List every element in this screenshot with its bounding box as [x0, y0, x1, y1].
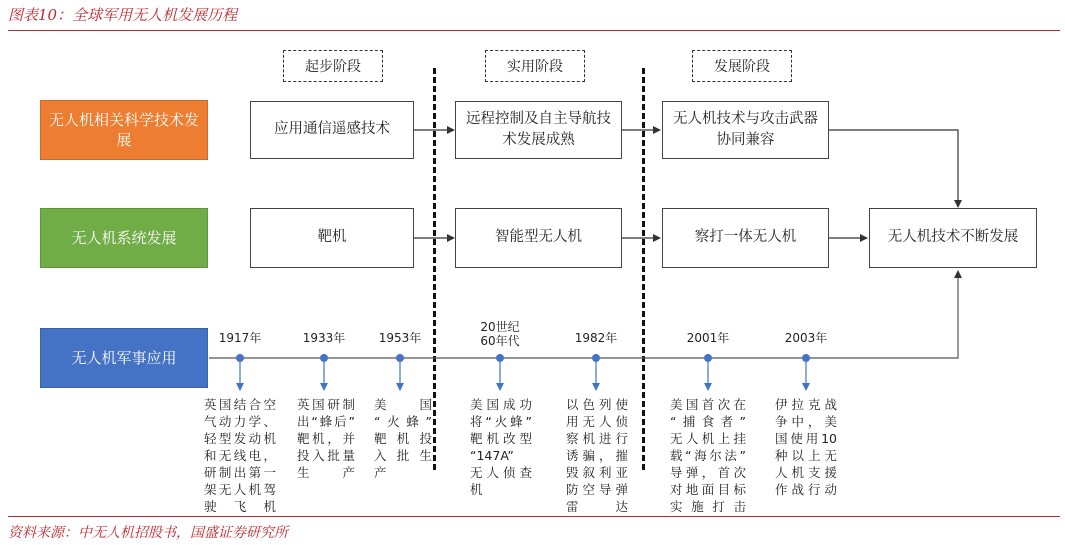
event-line: 诱骗，摧 — [566, 448, 628, 463]
event-line: 察机进行 — [566, 431, 628, 446]
timeline-dot-1982 — [592, 354, 600, 362]
event-line: 美 国 — [374, 397, 432, 412]
event-line: 无人机上挂 — [670, 431, 746, 446]
node-tech-navigation: 远程控制及自主导航技术发展成熟 — [455, 101, 622, 159]
phase-label-start: 起步阶段 — [283, 50, 383, 82]
event-1953 — [374, 396, 432, 481]
timeline-dot-1917 — [236, 354, 244, 362]
event-line: “捕食者” — [670, 414, 746, 429]
event-line: 机 — [470, 482, 483, 497]
event-line: 产 — [374, 465, 387, 480]
event-line: 作战行动 — [775, 482, 837, 497]
node-system-target-drone: 靶机 — [250, 208, 414, 268]
event-line: 对地面目标 — [670, 482, 746, 497]
event-line: 轻型发动机 — [204, 431, 276, 446]
event-line: 载“海尔法” — [670, 448, 746, 463]
node-system-strike-uav: 察打一体无人机 — [662, 208, 829, 268]
event-line: 架无人机驾 — [204, 482, 276, 497]
event-line: 毁叙利亚 — [566, 465, 628, 480]
event-line: 用无人侦 — [566, 414, 628, 429]
event-line: “147A” — [470, 448, 514, 463]
event-line: “火蜂” — [374, 414, 432, 429]
event-line: 无人侦查 — [470, 465, 532, 480]
event-line: 国使用10 — [775, 431, 837, 446]
phase-label-development: 发展阶段 — [692, 50, 792, 82]
timeline-dot-1953 — [396, 354, 404, 362]
year-2001: 2001年 — [686, 331, 730, 345]
event-line: 英国结合空 — [204, 397, 276, 412]
event-line: 种以上无 — [775, 448, 837, 463]
arrow-tech-final — [829, 130, 958, 207]
year-1933: 1933年 — [302, 331, 346, 345]
node-tech-remote-sensing: 应用通信遥感技术 — [250, 101, 414, 159]
event-line: 驶飞机 — [204, 499, 276, 514]
event-1960s — [470, 396, 532, 498]
node-system-smart-uav: 智能型无人机 — [455, 208, 622, 268]
phase-label-practical: 实用阶段 — [485, 50, 585, 82]
event-line: 气动力学、 — [204, 414, 276, 429]
year-1960s: 20世纪 60年代 — [480, 320, 520, 348]
timeline-dot-2001 — [704, 354, 712, 362]
event-2003 — [775, 396, 837, 498]
event-1982 — [566, 396, 628, 515]
event-line: 人机支援 — [775, 465, 837, 480]
event-line: 生产 — [297, 465, 355, 480]
event-2001 — [670, 396, 746, 515]
category-tech: 无人机相关科学技术发展 — [40, 100, 208, 160]
event-line: 靶机投 — [374, 431, 432, 446]
event-line: 出“蜂后” — [297, 414, 355, 429]
event-line: 靶机，并 — [297, 431, 355, 446]
timeline-markers — [236, 354, 810, 390]
event-line: 投入批量 — [297, 448, 355, 463]
year-2003: 2003年 — [784, 331, 828, 345]
event-line: 雷达 — [566, 499, 628, 514]
event-line: 防空导弹 — [566, 482, 628, 497]
event-line: 导弹，首次 — [670, 465, 746, 480]
event-line: 英国研制 — [297, 397, 355, 412]
category-system: 无人机系统发展 — [40, 208, 208, 268]
event-line: 伊拉克战 — [775, 397, 837, 412]
event-line: 入批生 — [374, 448, 432, 463]
footer-rule — [8, 516, 1060, 517]
timeline-dot-1960s — [496, 354, 504, 362]
event-line: 美国成功 — [470, 397, 532, 412]
year-1953: 1953年 — [378, 331, 422, 345]
timeline-dot-1933 — [320, 354, 328, 362]
event-line: 靶机改型 — [470, 431, 532, 446]
timeline-dot-2003 — [802, 354, 810, 362]
event-line: 和无线电， — [204, 448, 276, 463]
year-1982: 1982年 — [574, 331, 618, 345]
event-line: 实施打击 — [670, 499, 746, 514]
source-note: 资料来源：中无人机招股书，国盛证券研究所 — [8, 525, 288, 541]
event-1933 — [297, 396, 355, 481]
year-1917: 1917年 — [218, 331, 262, 345]
category-military: 无人机军事应用 — [40, 328, 208, 388]
event-1917 — [204, 396, 276, 515]
event-line: 以色列使 — [566, 397, 628, 412]
event-line: 将“火蜂” — [470, 414, 532, 429]
event-line: 美国首次在 — [670, 397, 746, 412]
node-tech-weapon-integration: 无人机技术与攻击武器协同兼容 — [662, 101, 829, 159]
event-line: 研制出第一 — [204, 465, 276, 480]
event-line: 争中，美 — [775, 414, 837, 429]
figure-title: 图表10：全球军用无人机发展历程 — [8, 6, 238, 24]
node-final-development: 无人机技术不断发展 — [869, 208, 1037, 268]
